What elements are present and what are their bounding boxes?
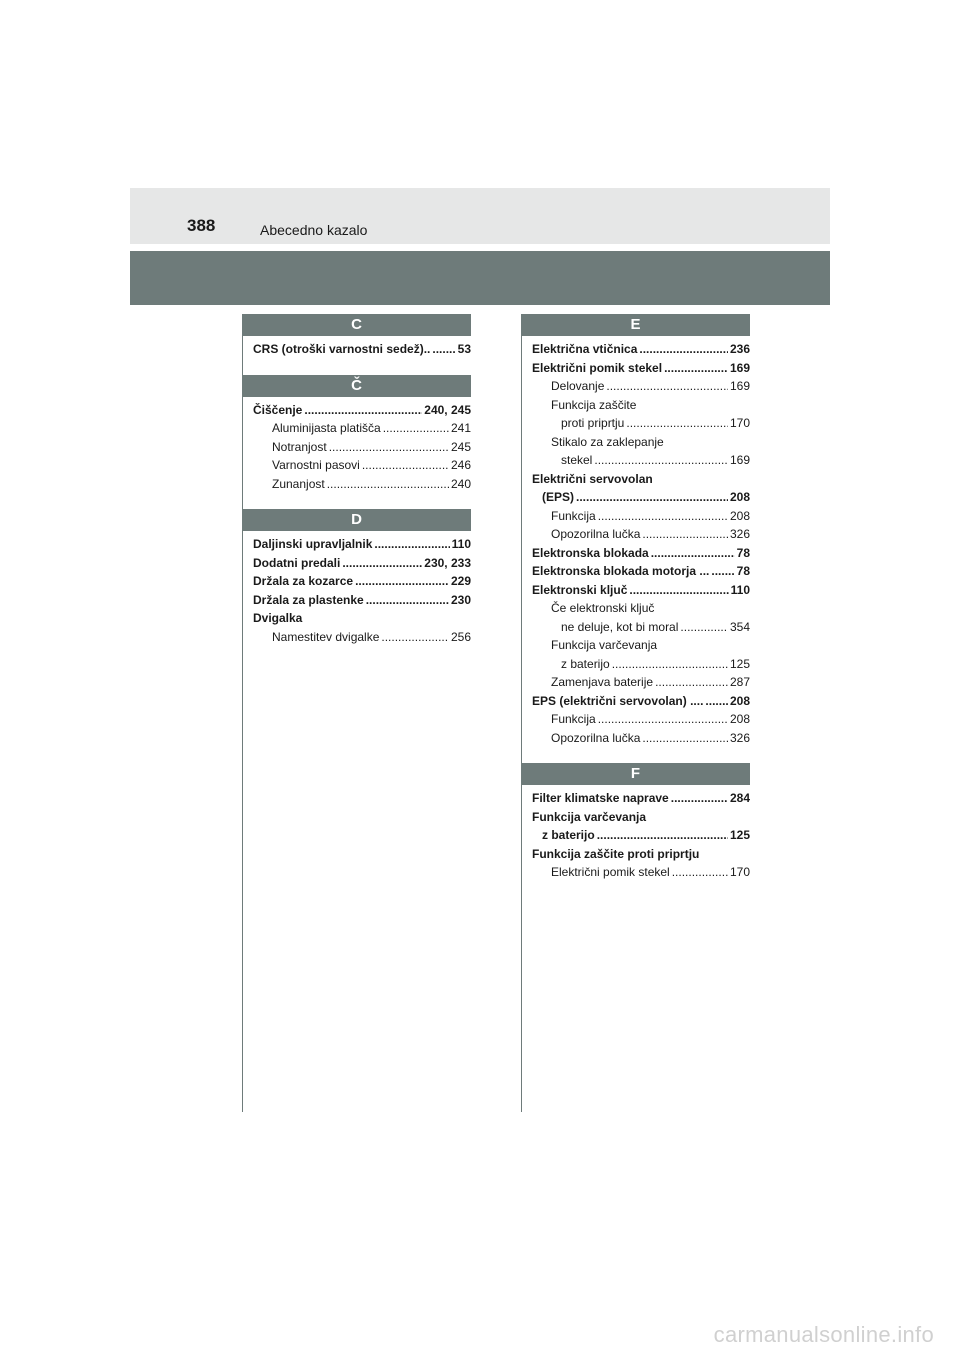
index-entry <box>532 470 750 489</box>
section-entry-list <box>521 336 750 747</box>
index-term: Funkcija varčevanja <box>551 638 658 652</box>
index-term: Notranjost <box>272 439 327 454</box>
dot-leader <box>642 729 728 748</box>
dot-leader <box>612 655 728 674</box>
watermark: carmanualsonline.info <box>713 1322 934 1347</box>
dot-leader <box>355 572 449 591</box>
index-term: Opozorilna lučka <box>551 730 641 745</box>
page-reference: 169 <box>729 379 750 393</box>
page-reference: 125 <box>729 828 750 842</box>
index-entry <box>532 377 750 396</box>
section-letter-header: C <box>242 314 471 336</box>
page-reference: 326 <box>729 527 750 541</box>
index-entry <box>532 673 750 692</box>
index-entry <box>532 396 750 415</box>
index-term: Električna vtičnica <box>532 342 638 356</box>
index-term: stekel <box>561 453 593 467</box>
index-entry <box>532 655 750 674</box>
dot-leader <box>598 710 728 729</box>
section-entry-list <box>521 785 750 882</box>
index-entry <box>532 544 750 563</box>
page-reference: 169 <box>729 453 750 467</box>
page-title: Abecedno kazalo <box>260 222 368 238</box>
index-term: Elektronska blokada motorja ... <box>532 564 710 578</box>
index-entry <box>532 863 750 882</box>
dot-leader <box>671 789 728 808</box>
index-entry <box>253 628 471 647</box>
index-entry <box>532 789 750 808</box>
index-term: Opozorilna lučka <box>551 527 641 541</box>
dot-leader <box>655 673 728 692</box>
index-term: Dvigalka <box>253 611 303 625</box>
page-reference: 354 <box>729 619 750 634</box>
index-term: Filter klimatske naprave <box>532 791 669 805</box>
page-reference: 208 <box>729 508 750 523</box>
page-reference: 208 <box>729 693 750 708</box>
index-term: Čiščenje <box>253 402 303 417</box>
page-reference: 53 <box>457 342 471 356</box>
dot-leader <box>362 456 449 475</box>
header-bar <box>130 188 830 244</box>
index-entry <box>532 692 750 711</box>
page-reference: 208 <box>729 490 750 504</box>
index-entry <box>532 562 750 581</box>
index-entry <box>532 507 750 526</box>
page-reference: 125 <box>729 656 750 671</box>
index-entry <box>253 340 471 359</box>
section-entry-list <box>242 397 471 494</box>
index-term: Električni servovolan <box>532 471 653 486</box>
index-entry <box>253 475 471 494</box>
page-reference: 240, 245 <box>424 402 471 417</box>
index-term: Držala za plastenke <box>253 592 364 607</box>
index-term: Elektronska blokada <box>532 545 649 560</box>
index-term: Daljinski upravljalnik <box>253 537 373 551</box>
page-reference: 230, 233 <box>424 555 471 570</box>
index-term: Delovanje <box>551 379 605 393</box>
right-index-column <box>521 314 750 882</box>
page-reference: 170 <box>729 865 750 879</box>
section-letter-header: D <box>242 509 471 531</box>
page-reference: 78 <box>736 564 750 578</box>
page-reference: 284 <box>729 791 750 805</box>
index-term: Funkcija <box>551 712 596 726</box>
index-entry <box>532 845 750 864</box>
page-reference: 256 <box>450 629 471 644</box>
left-index-column <box>242 314 471 646</box>
dot-leader <box>626 414 728 433</box>
dot-leader <box>639 340 728 359</box>
page-reference: 241 <box>450 421 471 435</box>
page-reference: 208 <box>729 712 750 726</box>
index-entry <box>532 488 750 507</box>
index-term: Varnostni pasovi <box>272 458 360 472</box>
index-entry <box>532 826 750 845</box>
dot-leader <box>329 438 449 457</box>
page-number: 388 <box>187 216 216 235</box>
dot-leader <box>606 377 728 396</box>
index-term: Dodatni predali <box>253 555 341 570</box>
index-term: Električni pomik stekel <box>532 360 663 375</box>
section-entry-list <box>242 336 471 359</box>
index-term: Električni pomik stekel <box>551 865 670 879</box>
index-term: Stikalo za zaklepanje <box>551 434 664 449</box>
index-entry <box>253 438 471 457</box>
dot-leader <box>711 562 734 581</box>
index-term: ne deluje, kot bi moral <box>561 619 679 634</box>
index-entry <box>253 456 471 475</box>
dot-leader <box>642 525 728 544</box>
dot-leader <box>672 863 728 882</box>
page-reference: 287 <box>729 675 750 689</box>
dot-leader <box>680 618 728 637</box>
title-band <box>130 251 830 305</box>
dot-leader <box>594 451 728 470</box>
dot-leader <box>366 591 449 610</box>
index-entry <box>532 359 750 378</box>
index-entry <box>532 808 750 827</box>
dot-leader <box>374 535 449 554</box>
index-term: CRS (otroški varnostni sedež).. <box>253 342 431 356</box>
index-term: (EPS) <box>542 490 575 504</box>
page-reference: 169 <box>729 360 750 375</box>
index-entry <box>532 414 750 433</box>
index-entry <box>532 433 750 452</box>
index-entry <box>253 609 471 628</box>
index-entry <box>253 572 471 591</box>
page-reference: 230 <box>450 592 471 607</box>
index-entry <box>532 525 750 544</box>
page-reference: 110 <box>730 582 750 597</box>
index-entry <box>532 599 750 618</box>
page-reference: 326 <box>729 730 750 745</box>
dot-leader <box>705 692 728 711</box>
section-letter-header: Č <box>242 375 471 397</box>
index-entry <box>253 591 471 610</box>
page-reference: 246 <box>450 458 471 472</box>
dot-leader <box>327 475 449 494</box>
index-term: Funkcija zaščite <box>551 397 637 412</box>
index-entry <box>253 419 471 438</box>
index-term: proti priprtju <box>561 416 625 430</box>
dot-leader <box>598 507 728 526</box>
index-term: Funkcija varčevanja <box>532 809 647 824</box>
index-term: z baterijo <box>542 828 595 842</box>
index-entry <box>532 618 750 637</box>
section-letter-header: F <box>521 763 750 785</box>
dot-leader <box>651 544 735 563</box>
index-entry <box>253 535 471 554</box>
section-entry-list <box>242 531 471 646</box>
index-term: Zunanjost <box>272 476 325 491</box>
index-term: Zamenjava baterije <box>551 675 654 689</box>
index-term: Namestitev dvigalke <box>272 629 380 644</box>
page-reference: 240 <box>450 476 471 491</box>
index-entry <box>532 636 750 655</box>
index-entry <box>532 340 750 359</box>
index-term: EPS (električni servovolan) .... <box>532 693 704 708</box>
index-term: Aluminijasta platišča <box>272 421 381 435</box>
index-term: Če elektronski ključ <box>551 601 655 615</box>
index-entry <box>253 554 471 573</box>
dot-leader <box>432 340 455 359</box>
dot-leader <box>383 419 449 438</box>
page-reference: 110 <box>451 537 471 551</box>
page-reference: 229 <box>450 574 471 588</box>
dot-leader <box>629 581 728 600</box>
page-reference: 170 <box>729 416 750 430</box>
dot-leader <box>304 401 422 420</box>
index-term: z baterijo <box>561 656 610 671</box>
dot-leader <box>597 826 728 845</box>
index-entry <box>532 451 750 470</box>
index-term: Elektronski ključ <box>532 582 628 597</box>
page-reference: 245 <box>450 439 471 454</box>
index-entry <box>532 729 750 748</box>
index-term: Funkcija <box>551 508 596 523</box>
dot-leader <box>664 359 728 378</box>
index-entry <box>532 581 750 600</box>
section-letter-header: E <box>521 314 750 336</box>
index-entry <box>253 401 471 420</box>
dot-leader <box>381 628 449 647</box>
page-reference: 78 <box>736 545 750 560</box>
index-term: Funkcija zaščite proti priprtju <box>532 846 700 861</box>
page-reference: 236 <box>729 342 750 356</box>
index-term: Držala za kozarce <box>253 574 354 588</box>
dot-leader <box>576 488 728 507</box>
index-entry <box>532 710 750 729</box>
dot-leader <box>342 554 422 573</box>
